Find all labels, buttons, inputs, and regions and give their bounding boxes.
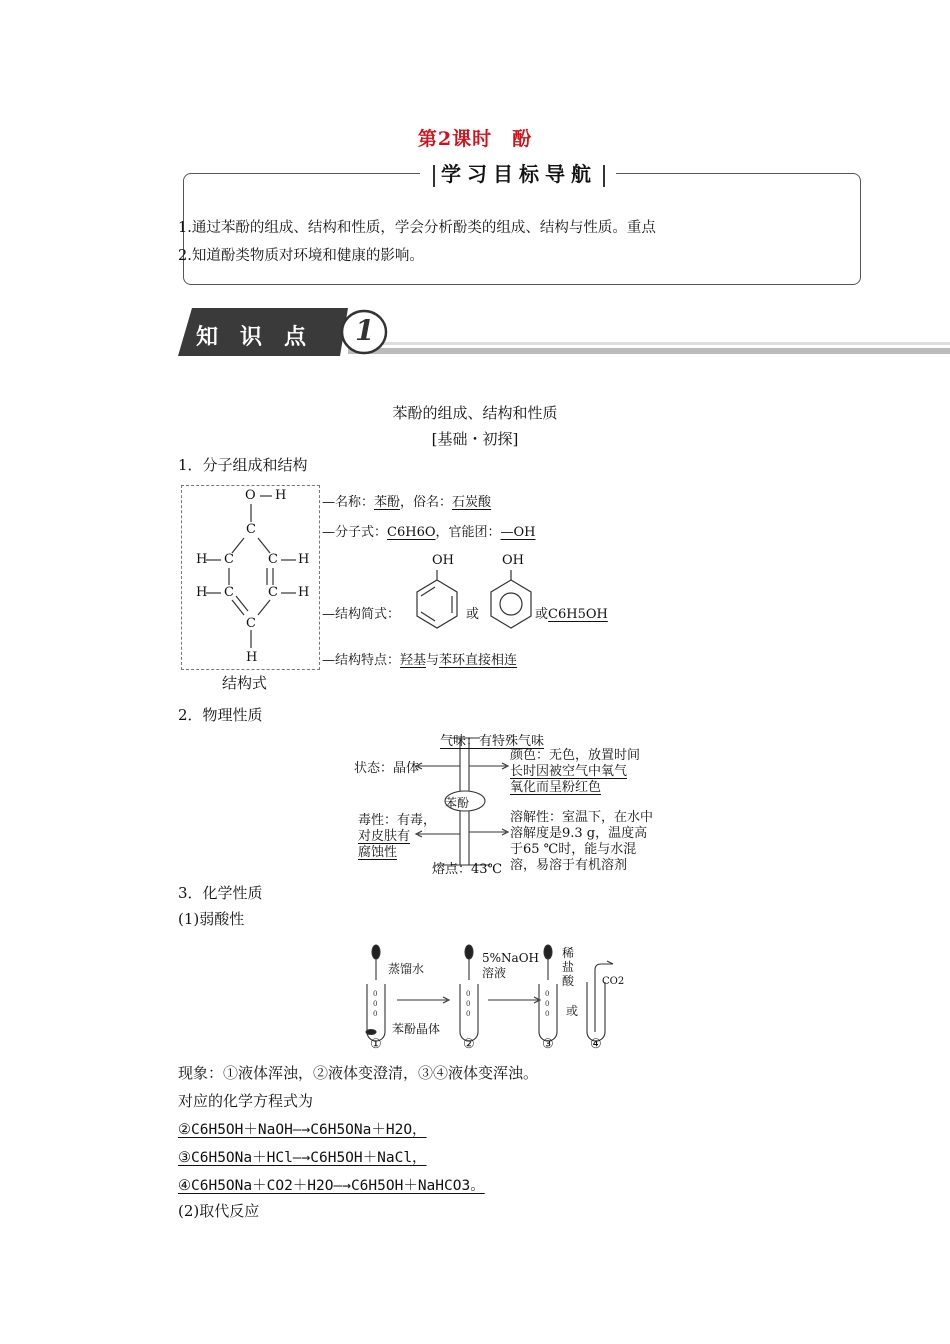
- feature-value-2: 苯环直接相连: [439, 653, 518, 668]
- color-line-3: 氧化而呈粉红色: [510, 780, 602, 795]
- svg-text:0: 0: [545, 990, 550, 998]
- equation-4-text: ④C6H5ONa＋CO2＋H2O—→C6H5OH＋NaHCO3。: [178, 1178, 485, 1194]
- name-value: 苯酚: [374, 495, 401, 510]
- equation-2-text: ②C6H5OH＋NaOH—→C6H5ONa＋H2O，: [178, 1122, 427, 1138]
- atom-h4: H: [246, 650, 258, 665]
- sub-heading-substitution: (2)取代反应: [178, 1202, 260, 1220]
- atom-c5: C: [268, 585, 278, 600]
- equation-3-text: ③C6H5ONa＋HCl—→C6H5OH＋NaCl，: [178, 1150, 427, 1166]
- label-acid-2: 盐: [562, 960, 575, 974]
- section-tag: [基础・初探]: [431, 430, 519, 448]
- page-title: 第2课时 酚: [417, 128, 533, 150]
- knowledge-point-number: 1: [355, 314, 375, 347]
- smell-property: [440, 730, 544, 749]
- tube-number-4: ④: [590, 1037, 602, 1052]
- goal-line-1: 1.通过苯酚的组成、结构和性质，学会分析酚类的组成、结构与性质。重点: [178, 220, 656, 236]
- toxicity-property: [358, 813, 436, 861]
- c6h5oh-row: [535, 603, 608, 622]
- label-naoh: [482, 951, 539, 981]
- solubility-line-1: 溶解性：室温下，在水中: [510, 810, 654, 825]
- c6h5oh-formula: C6H5OH: [548, 607, 608, 622]
- svg-text:0: 0: [466, 1000, 471, 1008]
- sub-heading-weak-acidity: (1)弱酸性: [178, 910, 245, 928]
- name-row: [322, 491, 491, 510]
- name-prefix: —名称：: [322, 495, 375, 510]
- alias-prefix: ，俗名：: [400, 495, 453, 510]
- heading-bar-left: [433, 165, 435, 187]
- feature-value-1: 羟基: [400, 653, 427, 668]
- benzene-aromatic-ring: [486, 570, 536, 636]
- atom-o: O: [245, 488, 256, 503]
- toxic-line-3: 腐蚀性: [358, 845, 398, 860]
- label-co2: CO2: [602, 976, 625, 987]
- atom-c3: C: [224, 585, 234, 600]
- equation-4: [178, 1174, 485, 1195]
- tube-number-2: ②: [463, 1037, 475, 1052]
- label-phenol-crystal: 苯酚晶体: [392, 1022, 441, 1036]
- svg-text:0: 0: [466, 990, 471, 998]
- label-naoh-line-2: 溶液: [482, 966, 507, 980]
- atom-h5: H: [298, 585, 310, 600]
- feature-prefix: —结构特点：: [322, 653, 401, 668]
- oh-label-2: OH: [502, 553, 524, 568]
- oh-label-1: OH: [432, 553, 454, 568]
- goal-line-2: 2.知道酚类物质对环境和健康的影响。: [178, 248, 424, 264]
- section-title: 苯酚的组成、结构和性质: [392, 404, 558, 422]
- phenol-center-label: 苯酚: [445, 796, 470, 810]
- solubility-line-4: 溶，易溶于有机溶剂: [510, 858, 628, 873]
- equation-2: [178, 1118, 427, 1139]
- svg-text:0: 0: [545, 1000, 550, 1008]
- label-distilled-water: 蒸馏水: [388, 962, 425, 976]
- heading-physical-properties: 2．物理性质: [178, 706, 263, 724]
- benzene-kekule-ring: [412, 570, 462, 636]
- solubility-property: [510, 810, 653, 874]
- label-acid-1: 稀: [562, 946, 575, 960]
- formula-row: [322, 521, 536, 540]
- feature-row: [322, 649, 517, 668]
- state-property: 状态：晶体: [354, 761, 420, 776]
- atom-h-hydroxyl: H: [275, 488, 287, 503]
- label-acid-3: 酸: [562, 974, 575, 988]
- atom-c4: C: [246, 616, 256, 631]
- alias-value: 石炭酸: [452, 495, 492, 510]
- solubility-line-3: 于65 ℃时，能与水混: [510, 842, 637, 857]
- solubility-line-2: 溶解度是9.3 g，温度高: [510, 826, 648, 841]
- smell-text: 气味：有特殊气味: [440, 734, 545, 749]
- heading-chemical-properties: 3．化学性质: [178, 884, 263, 902]
- formula-prefix: —分子式：: [322, 525, 388, 540]
- structural-formula-diagram: [186, 488, 316, 668]
- feature-mid: 与: [426, 653, 440, 668]
- label-or: 或: [566, 1004, 579, 1018]
- atom-c1: C: [246, 522, 256, 537]
- formula-value: C6H6O: [387, 525, 436, 540]
- or-label-2: 或: [535, 607, 549, 622]
- group-prefix: ，官能团：: [435, 525, 501, 540]
- simple-formula-prefix: —结构简式：: [322, 607, 401, 622]
- toxic-line-1: 毒性：有毒，: [358, 813, 437, 828]
- heading-bar-right: [603, 165, 605, 187]
- group-value: —OH: [500, 525, 536, 540]
- tube-number-3: ③: [542, 1037, 554, 1052]
- structure-caption: 结构式: [222, 674, 268, 692]
- phenomenon-text: 现象：①液体浑浊，②液体变澄清，③④液体变浑浊。: [178, 1064, 539, 1082]
- svg-text:0: 0: [466, 1010, 471, 1018]
- color-line-1: 颜色：无色，放置时间: [510, 748, 641, 763]
- atom-h2: H: [196, 552, 208, 567]
- svg-text:0: 0: [373, 990, 378, 998]
- svg-text:0: 0: [373, 1000, 378, 1008]
- color-property: [510, 748, 640, 796]
- goal-heading-text: 学习目标导航: [441, 162, 597, 186]
- equation-intro: 对应的化学方程式为: [178, 1092, 314, 1110]
- svg-text:0: 0: [373, 1010, 378, 1018]
- heading-molecular-structure: 1．分子组成和结构: [178, 456, 308, 474]
- atom-c2: C: [224, 552, 234, 567]
- toxic-line-2: 对皮肤有: [358, 829, 411, 844]
- atom-h6: H: [298, 552, 310, 567]
- goal-heading: [426, 158, 612, 187]
- atom-c6: C: [268, 552, 278, 567]
- svg-text:0: 0: [545, 1010, 550, 1018]
- atom-h3: H: [196, 585, 208, 600]
- equation-3: [178, 1146, 427, 1167]
- label-dilute-acid: [562, 946, 574, 988]
- color-line-2: 长时因被空气中氧气: [510, 764, 628, 779]
- label-naoh-line-1: 5%NaOH: [482, 951, 539, 965]
- melting-point-property: 熔点：43℃: [432, 862, 503, 877]
- tube-number-1: ①: [370, 1037, 382, 1052]
- knowledge-point-label: 知识点: [196, 325, 329, 350]
- or-label-1: 或: [466, 607, 480, 622]
